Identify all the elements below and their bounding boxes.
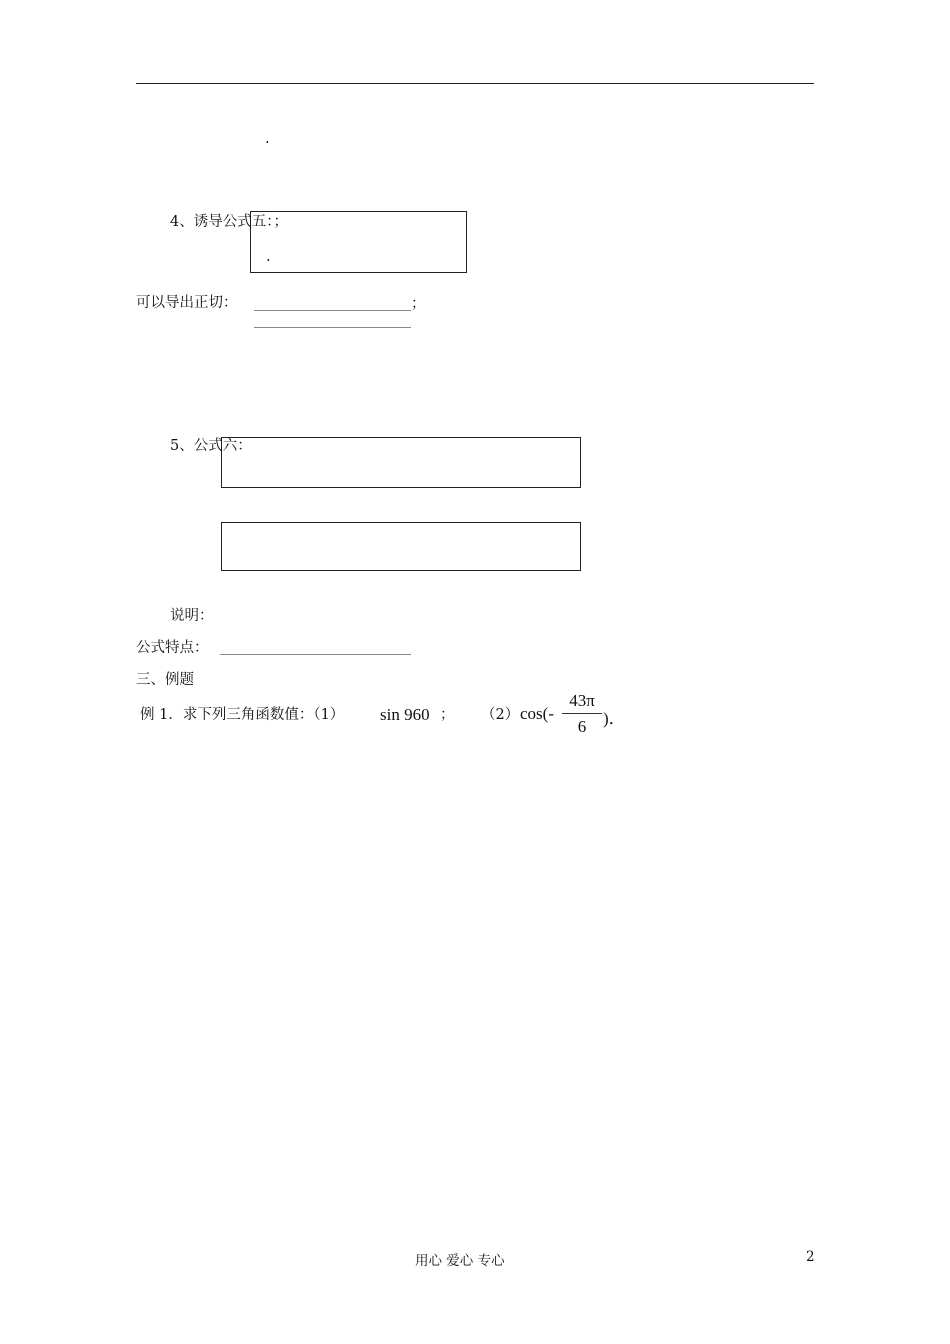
feature-blank xyxy=(220,654,411,655)
header-rule xyxy=(136,83,814,84)
item4-label: 4、诱导公式五：； xyxy=(170,214,288,230)
example1-close: )． xyxy=(603,709,626,728)
footer-center: 用心 爱心 专心 xyxy=(415,1253,505,1269)
example1-part2: （2） xyxy=(481,707,520,723)
formula-five-box-dot: . xyxy=(266,249,271,265)
item5-label: 5、公式六： xyxy=(170,438,252,454)
example1-fraction-bar xyxy=(562,713,602,714)
example1-numerator: 43π xyxy=(569,691,595,710)
formula-six-box-2 xyxy=(221,522,581,571)
example1-sep: ； xyxy=(440,707,455,723)
example1-expr1: sin 960 xyxy=(380,705,430,724)
tangent-blank-2 xyxy=(254,327,411,328)
top-dot: . xyxy=(265,131,270,147)
feature-label: 公式特点： xyxy=(136,640,209,656)
tangent-sep: ； xyxy=(411,296,426,312)
tangent-label: 可以导出正切： xyxy=(136,295,238,311)
example1-cos-open: cos(- xyxy=(520,704,554,723)
note-label: 说明： xyxy=(170,608,214,624)
tangent-blank-1 xyxy=(254,310,411,311)
example1-denominator: 6 xyxy=(577,717,587,736)
example1-prefix: 例 1．求下列三角函数值：（1） xyxy=(140,707,345,723)
formula-six-box-1 xyxy=(221,437,581,488)
section-heading: 三、例题 xyxy=(136,672,194,688)
page-number: 2 xyxy=(806,1249,815,1265)
